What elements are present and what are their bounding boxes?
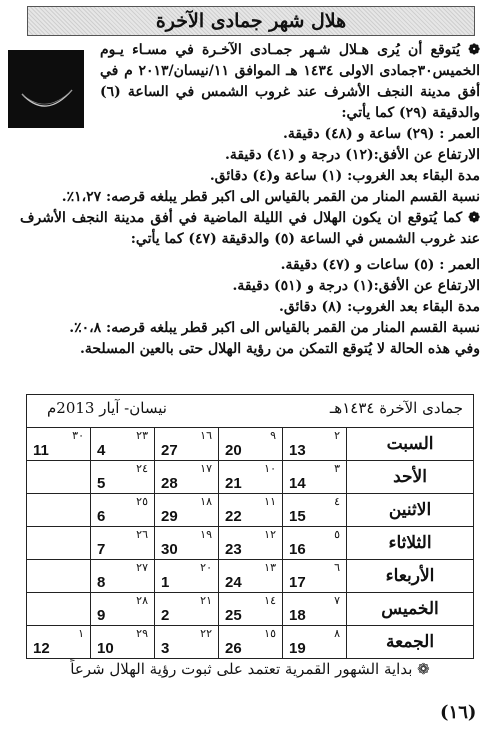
weekday-label: الجمعة — [347, 626, 474, 659]
calendar-cell — [27, 461, 91, 494]
calendar-cell — [219, 428, 283, 461]
calendar-cell — [219, 593, 283, 626]
gregorian-date: 7 — [97, 541, 106, 558]
gregorian-date: 3 — [161, 640, 170, 657]
hijri-date: ٩ — [270, 429, 276, 442]
calendar-cell — [155, 527, 219, 560]
calendar-cell — [219, 494, 283, 527]
hijri-date: ١٨ — [200, 495, 212, 508]
gregorian-date: 6 — [97, 508, 106, 525]
age-line: العمر : (٢٩) ساعة و (٤٨) دقيقة. — [283, 126, 480, 142]
gregorian-date: 27 — [161, 442, 178, 459]
gregorian-date: 15 — [289, 508, 306, 525]
conclusion-line: وفي هذه الحالة لا يُتوقع التمكن من رؤية الهلال حتى بالعين المسلحة. — [80, 341, 480, 357]
calendar-cell — [283, 626, 347, 659]
gregorian-date: 21 — [225, 475, 242, 492]
calendar-cell — [283, 494, 347, 527]
calendar-cell — [219, 461, 283, 494]
hijri-date: ٢ — [334, 429, 340, 442]
calendar-row — [27, 593, 474, 626]
calendar-cell — [283, 593, 347, 626]
gregorian-date: 19 — [289, 640, 306, 657]
calendar-cell — [155, 461, 219, 494]
calendar-cell — [27, 626, 91, 659]
calendar-row — [27, 626, 474, 659]
visibility-paragraph: ❁ يُتوقع أن يُرى هـلال شـهر جمـادى الآخـرة في مسـاء يـوم الخميس٣٠جمادى الاولى ١٤٣٤ هـ الموافق ١١/نيسان/٢٠١٣ م في أفق مدينة النجف الأشرف عند غروب الشمس في الساعة (٦) والدقيقة (٢٩) كما يأتي: — [100, 42, 480, 121]
previous-night-paragraph: ❁ كما يُتوقع ان يكون الهلال في الليلة الماضية في أفق مدينة النجف الأشرف عند غروب الشمس في الساعة (٥) والدقيقة (٤٧) كما يأتي: — [20, 210, 480, 247]
hijri-date: ١٧ — [200, 462, 212, 475]
calendar-row — [27, 428, 474, 461]
calendar-table — [26, 394, 474, 659]
weekday-label: السبت — [347, 428, 474, 461]
hijri-date: ٨ — [334, 627, 340, 640]
gregorian-date: 14 — [289, 475, 306, 492]
gregorian-date: 8 — [97, 574, 106, 591]
calendar-cell — [27, 494, 91, 527]
gregorian-date: 23 — [225, 541, 242, 558]
gregorian-date: 29 — [161, 508, 178, 525]
gregorian-date: 17 — [289, 574, 306, 591]
weekday-label: الاثنين — [347, 494, 474, 527]
calendar-cell — [283, 428, 347, 461]
hijri-date: ٤ — [334, 495, 340, 508]
gregorian-date: 1 — [161, 574, 170, 591]
weekday-label: الثلاثاء — [347, 527, 474, 560]
calendar-cell — [155, 626, 219, 659]
calendar-cell — [27, 428, 91, 461]
weekday-label: الأربعاء — [347, 560, 474, 593]
hijri-date: ١١ — [264, 495, 276, 508]
gregorian-date: 30 — [161, 541, 178, 558]
illumination-line: نسبة القسم المنار من القمر بالقياس الى اكبر قطر يبلغه قرصه: ١،٢٧٪. — [61, 189, 480, 205]
gregorian-date: 13 — [289, 442, 306, 459]
hijri-date: ٧ — [334, 594, 340, 607]
hijri-date: ١ — [78, 627, 84, 640]
calendar-cell — [219, 527, 283, 560]
page-title: هلال شهر جمادى الآخرة — [27, 6, 475, 36]
gregorian-date: 16 — [289, 541, 306, 558]
calendar-cell — [283, 527, 347, 560]
calendar-cell — [91, 428, 155, 461]
gregorian-date: 24 — [225, 574, 242, 591]
crescent-moon-image — [8, 50, 84, 128]
hijri-date: ١٤ — [264, 594, 276, 607]
calendar-cell — [91, 626, 155, 659]
hijri-date: ٢٥ — [136, 495, 148, 508]
calendar-row — [27, 527, 474, 560]
calendar-row — [27, 560, 474, 593]
calendar-cell — [27, 593, 91, 626]
footnote: ❁ بداية الشهور القمرية تعتمد على ثبوت رؤية الهلال شرعاً — [70, 660, 430, 678]
gregorian-date: 5 — [97, 475, 106, 492]
hijri-date: ٣ — [334, 462, 340, 475]
hijri-date: ١٢ — [264, 528, 276, 541]
hijri-date: ٢٩ — [136, 627, 148, 640]
hijri-date: ٢٣ — [136, 429, 148, 442]
hijri-date: ٣٠ — [72, 429, 84, 442]
calendar-cell — [91, 593, 155, 626]
hijri-date: ٢٠ — [200, 561, 212, 574]
calendar-cell — [219, 626, 283, 659]
hijri-month: جمادى الآخرة ١٤٣٤هـ — [329, 399, 464, 417]
hijri-date: ٢٨ — [136, 594, 148, 607]
age-line-2: العمر : (٥) ساعات و (٤٧) دقيقة. — [280, 257, 480, 273]
page-number: (١٦) — [440, 702, 477, 723]
calendar-row — [27, 494, 474, 527]
hijri-date: ٦ — [334, 561, 340, 574]
gregorian-date: 11 — [33, 442, 49, 459]
calendar-cell — [283, 461, 347, 494]
gregorian-date: 9 — [97, 607, 106, 624]
calendar-cell — [155, 560, 219, 593]
calendar-cell — [27, 560, 91, 593]
calendar-cell — [27, 527, 91, 560]
gregorian-date: 28 — [161, 475, 178, 492]
weekday-label: الأحد — [347, 461, 474, 494]
calendar-cell — [91, 560, 155, 593]
hijri-date: ٢٦ — [136, 528, 148, 541]
gregorian-date: 12 — [33, 640, 50, 657]
hijri-date: ٥ — [334, 528, 340, 541]
calendar-cell — [155, 593, 219, 626]
hijri-date: ٢٧ — [136, 561, 148, 574]
calendar-header-row — [27, 395, 474, 428]
gregorian-date: 2 — [161, 607, 170, 624]
duration-line-2: مدة البقاء بعد الغروب: (٨) دقائق. — [278, 299, 480, 315]
gregorian-date: 26 — [225, 640, 242, 657]
hijri-date: ١٥ — [264, 627, 276, 640]
hijri-date: ١٩ — [200, 528, 212, 541]
calendar-header — [27, 395, 474, 428]
hijri-date: ٢٤ — [136, 462, 148, 475]
calendar-cell — [283, 560, 347, 593]
gregorian-month: نيسان- آيار 2013م — [47, 399, 167, 417]
gregorian-date: 18 — [289, 607, 306, 624]
hijri-date: ١٦ — [200, 429, 212, 442]
hijri-date: ٢١ — [200, 594, 212, 607]
calendar-cell — [219, 560, 283, 593]
weekday-label: الخميس — [347, 593, 474, 626]
hijri-date: ١٣ — [264, 561, 276, 574]
gregorian-date: 25 — [225, 607, 242, 624]
calendar-cell — [155, 428, 219, 461]
calendar-row — [27, 461, 474, 494]
hijri-date: ٢٢ — [200, 627, 212, 640]
gregorian-date: 4 — [97, 442, 106, 459]
calendar-cell — [155, 494, 219, 527]
calendar-cell — [91, 461, 155, 494]
duration-line: مدة البقاء بعد الغروب: (١) ساعة و(٤) دقائق. — [209, 168, 480, 184]
gregorian-date: 20 — [225, 442, 242, 459]
calendar-cell — [91, 527, 155, 560]
hijri-date: ١٠ — [264, 462, 276, 475]
altitude-line-2: الارتفاع عن الأفق:(١) درجة و (٥١) دقيقة. — [232, 278, 480, 294]
calendar-cell — [91, 494, 155, 527]
gregorian-date: 22 — [225, 508, 242, 525]
altitude-line: الارتفاع عن الأفق:(١٢) درجة و (٤١) دقيقة. — [224, 147, 480, 163]
gregorian-date: 10 — [97, 640, 114, 657]
illumination-line-2: نسبة القسم المنار من القمر بالقياس الى اكبر قطر يبلغه قرصه: ٠،٨٪. — [69, 320, 480, 336]
